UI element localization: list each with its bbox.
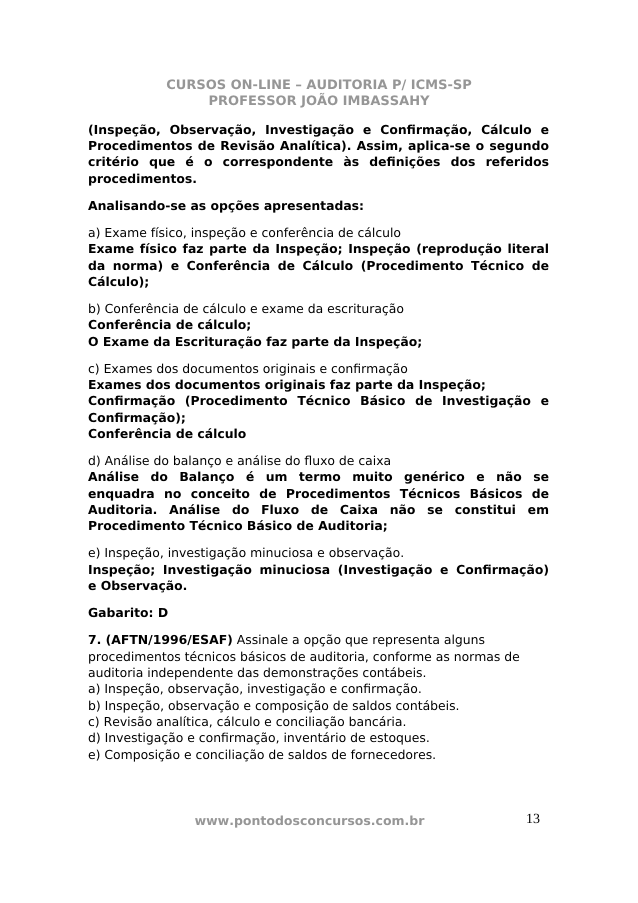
professor-name: PROFESSOR JOÃO IMBASSAHY: [208, 94, 430, 109]
footer-website: www.pontodosconcursos.com.br: [194, 813, 425, 828]
option-comment-line: Auditoria. Análise do Fluxo de Caixa não se constitui em: [88, 502, 549, 518]
question-stem-line: procedimentos técnicos básicos de auditoria, conforme as normas de: [88, 648, 520, 664]
question-stem-text: Assinale a opção que representa alguns: [236, 632, 485, 648]
text-line: (Inspeção, Observação, Investigação e Confirmação, Cálculo e: [88, 121, 549, 137]
option-b-analysis: [88, 301, 549, 350]
option-d-analysis: [88, 453, 549, 535]
answer-key: Gabarito: D: [88, 605, 169, 621]
option-comment-line: da norma) e Conferência de Cálculo (Procedimento Técnico de: [88, 257, 549, 273]
option-comment-line: Procedimento Técnico Básico de Auditoria;: [88, 518, 388, 534]
option-comment-line: Inspeção; Investigação minuciosa (Investigação e Confirmação): [88, 561, 549, 577]
option-statement: c) Exames dos documentos originais e confirmação: [88, 360, 408, 376]
intro-paragraph: [88, 122, 549, 187]
question-stem-line: [88, 632, 549, 648]
question-reference: 7. (AFTN/1996/ESAF): [88, 632, 233, 648]
analysis-heading: Analisando-se as opções apresentadas:: [88, 197, 365, 213]
option-statement: b) Conferência de cálculo e exame da escrituração: [88, 300, 404, 316]
page-number: 13: [526, 812, 540, 827]
page-header: [0, 78, 638, 110]
question-choice-c: c) Revisão analítica, cálculo e conciliação bancária.: [88, 713, 407, 729]
question-choice-a: a) Inspeção, observação, investigação e confirmação.: [88, 681, 422, 697]
question-choice-b: b) Inspeção, observação e composição de saldos contábeis.: [88, 697, 460, 713]
option-statement: a) Exame físico, inspeção e conferência de cálculo: [88, 224, 402, 240]
option-comment-line: Cálculo);: [88, 273, 150, 289]
option-comment-line: enquadra no conceito de Procedimentos Técnicos Básicos de: [88, 485, 549, 501]
option-comment-line: Exame físico faz parte da Inspeção; Inspeção (reprodução literal: [88, 241, 549, 257]
option-statement: e) Inspeção, investigação minuciosa e observação.: [88, 545, 405, 561]
question-7: [88, 632, 549, 763]
question-stem-line: auditoria independente das demonstrações contábeis.: [88, 664, 427, 680]
option-comment-line: Confirmação (Procedimento Técnico Básico de Investigação e: [88, 393, 549, 409]
option-c-analysis: [88, 361, 549, 443]
option-a-analysis: [88, 225, 549, 290]
text-line: Procedimentos de Revisão Analítica). Assim, aplica-se o segundo: [88, 138, 549, 154]
option-statement: d) Análise do balanço e análise do fluxo de caixa: [88, 453, 392, 469]
text-line: critério que é o correspondente às definições dos referidos: [88, 154, 549, 170]
option-comment-line: e Observação.: [88, 578, 188, 594]
option-comment-line: Conferência de cálculo;: [88, 317, 252, 333]
option-comment-line: Exames dos documentos originais faz parte da Inspeção;: [88, 377, 486, 393]
answer-key-section: [88, 605, 549, 621]
option-comment-line: Confirmação);: [88, 409, 186, 425]
option-e-analysis: [88, 545, 549, 594]
option-comment-line: Conferência de cálculo: [88, 426, 247, 442]
analysis-section: [88, 198, 549, 214]
course-title: CURSOS ON-LINE – AUDITORIA P/ ICMS-SP: [166, 78, 472, 93]
text-line: procedimentos.: [88, 170, 198, 186]
option-comment-line: Análise do Balanço é um termo muito genérico e não se: [88, 469, 549, 485]
option-comment-line: O Exame da Escrituração faz parte da Inspeção;: [88, 333, 423, 349]
question-choice-e: e) Composição e conciliação de saldos de fornecedores.: [88, 746, 437, 762]
question-choice-d: d) Investigação e confirmação, inventário de estoques.: [88, 730, 430, 746]
page-body: [88, 122, 549, 763]
